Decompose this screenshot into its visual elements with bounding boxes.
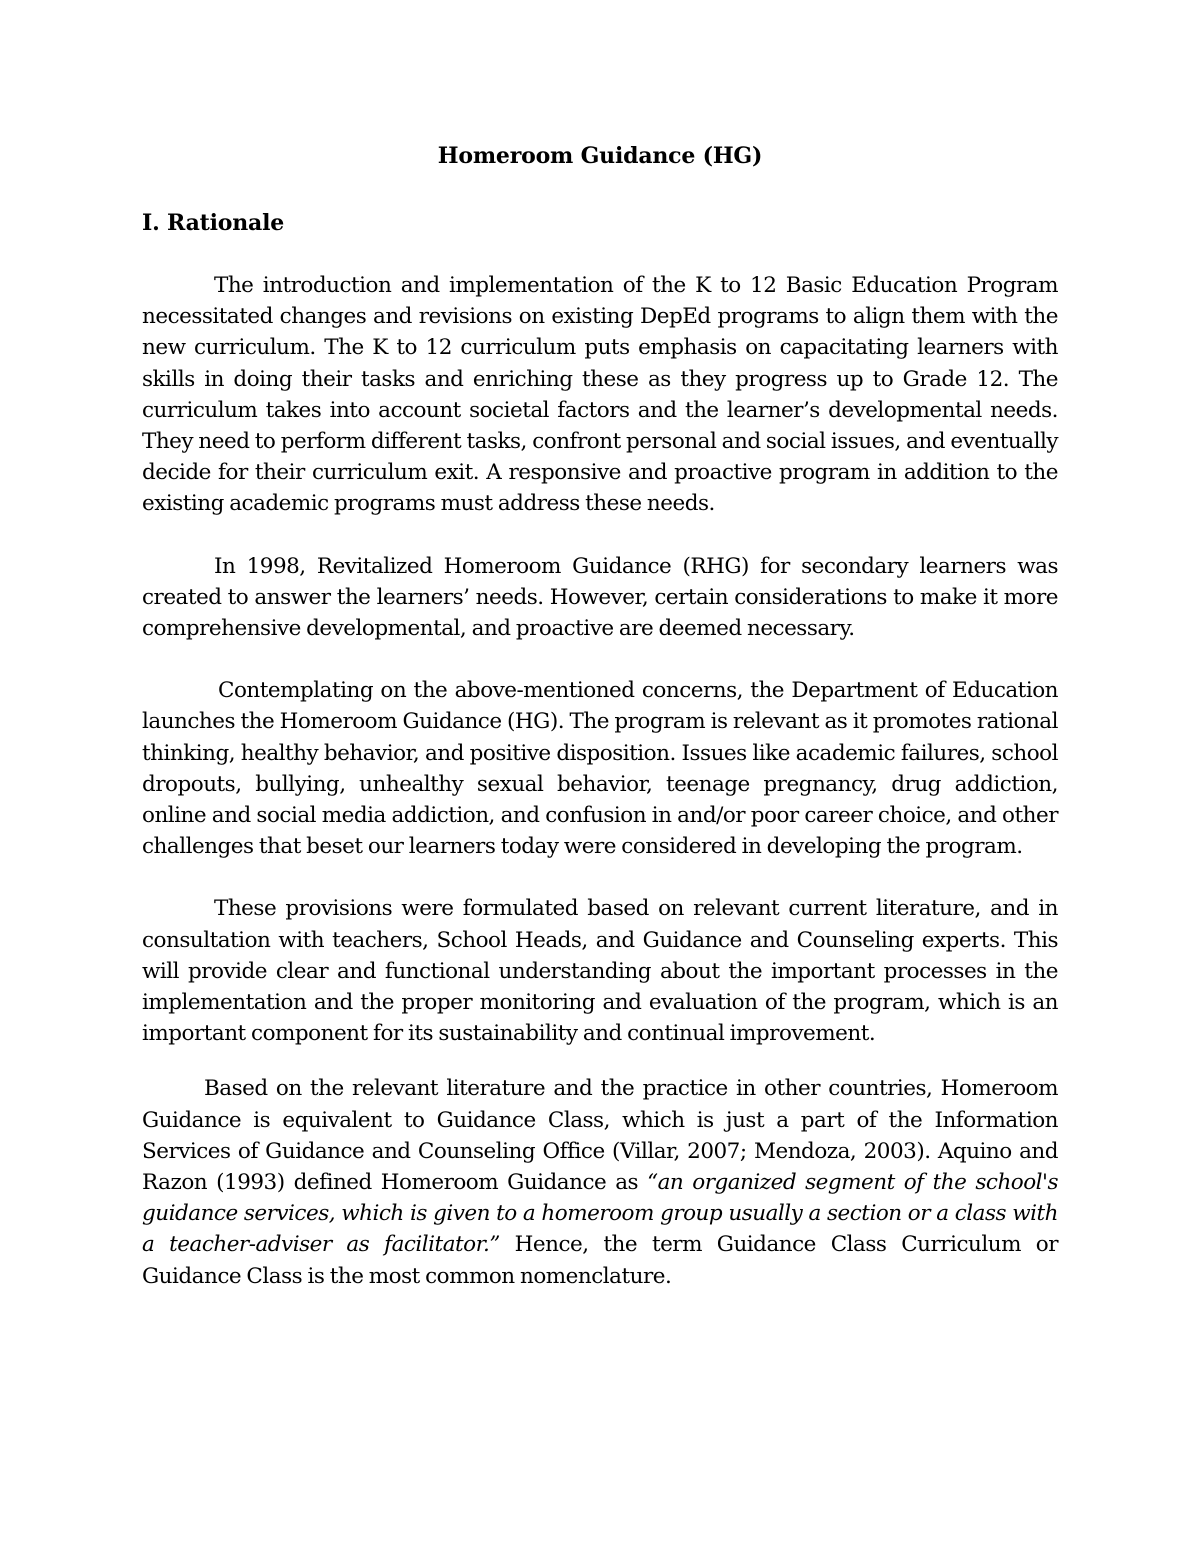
definition-quote: “an organized segment of the school's guidance services, which is given to a homeroom group usually a section or a class with a teacher-adviser as facilitator.” (142, 1170, 1058, 1258)
document-title: Homeroom Guidance (HG) (437, 143, 763, 169)
section-heading-rationale: I. Rationale (142, 210, 285, 236)
paragraph-k12-introduction: The introduction and implementation of the K to 12 Basic Education Program necessitated changes and revisions on existing DepEd programs to align them with the new curriculum. The K to 12 curriculum puts emphasis on capacitating learners with skills in doing their tasks and enriching these as they progress up to Grade 12. The curriculum takes into account societal factors and the learner’s developmental needs. They need to perform different tasks, confront personal and social issues, and eventually decide for their curriculum exit. A responsive and proactive program in addition to the existing academic programs must address these needs. (142, 273, 1058, 517)
paragraph-provisions: These provisions were formulated based on relevant current literature, and in consultation with teachers, School Heads, and Guidance and Counseling experts. This will provide clear and functional understanding about the important processes in the implementation and the proper monitoring and evaluation of the program, which is an important component for its sustainability and continual improvement. (142, 896, 1058, 1047)
paragraph-guidance-class-conclusion: Hence, the term Guidance Class Curriculum or Guidance Class is the most common nomenclature. (142, 1232, 1059, 1289)
paragraph-guidance-class-text: Based on the relevant literature and the practice in other countries, Homeroom Guidance is equivalent to Guidance Class, which is just a part of the Information Services of Guidance and Counseling Office (Villar, 2007; Mendoza, 2003). Aquino and Razon (1993) defined Homeroom Guidance as (142, 1076, 1058, 1196)
paragraph-guidance-class (142, 1073, 1058, 1291)
paragraph-hg-launch: Contemplating on the above-mentioned concerns, the Department of Education launches the Homeroom Guidance (HG). The program is relevant as it promotes rational thinking, healthy behavior, and positive disposition. Issues like academic failures, school dropouts, bullying, unhealthy sexual behavior, teenage pregnancy, drug addiction, online and social media addiction, and confusion in and/or poor career choice, and other challenges that beset our learners today were considered in developing the program. (142, 678, 1058, 860)
paragraph-rhg-history: In 1998, Revitalized Homeroom Guidance (RHG) for secondary learners was created to answer the learners’ needs. However, certain considerations to make it more comprehensive developmental, and proactive are deemed necessary. (142, 553, 1058, 642)
document-page (142, 140, 1058, 1292)
